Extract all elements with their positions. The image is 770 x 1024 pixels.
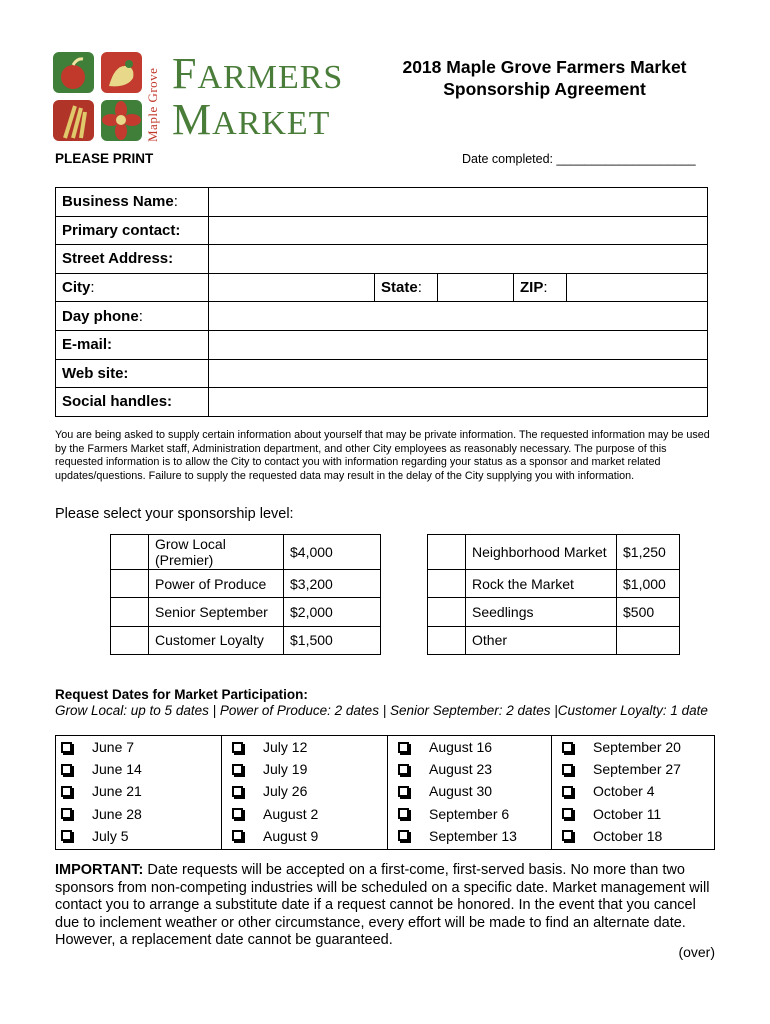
date-option[interactable]: August 30 <box>398 780 558 802</box>
checkbox-icon[interactable] <box>61 808 72 819</box>
title-line-1: 2018 Maple Grove Farmers Market <box>402 57 687 77</box>
logo-word-market: MARKET <box>172 95 331 144</box>
sponsorship-level-name: Neighborhood Market <box>466 535 617 570</box>
important-text: Date requests will be accepted on a first-come, first-served basis. No more than two sponsors from non-competing industries will be scheduled on a specific date. Market management will contact you to arrange a substitute date if a request cannot be honored. In the event that you cancel due to inclement weather or other circumstance, every effort will be made to find an alternate date. However, a replacement date cannot be guaranteed. <box>55 862 710 949</box>
sponsorship-checkbox[interactable] <box>111 535 149 570</box>
website-input[interactable] <box>209 359 708 388</box>
date-column-1 <box>56 736 226 849</box>
sponsorship-other-input[interactable] <box>617 626 680 654</box>
privacy-notice: You are being asked to supply certain information about yourself that may be private information. The requested information may be used by the Farmers Market staff, Administration department, and other City employees as reasonably necessary. The purpose of this requested information is to allow the City to contact you with information regarding your status as a sponsor and market related updates/questions. Failure to supply the requested data may result in the delay of the City supplying you with information. <box>55 429 710 482</box>
email-input[interactable] <box>209 330 708 359</box>
date-option[interactable]: August 16 <box>398 736 558 758</box>
zip-input[interactable] <box>567 273 708 302</box>
checkbox-icon[interactable] <box>398 830 409 841</box>
checkbox-icon[interactable] <box>562 786 573 797</box>
sponsorship-level-price: $2,000 <box>284 598 381 626</box>
sponsorship-row <box>111 535 381 570</box>
date-option[interactable]: September 20 <box>562 736 720 758</box>
date-option[interactable]: July 12 <box>232 736 392 758</box>
form-row-day-phone: Day phone: <box>56 302 708 331</box>
business-name-label: Business Name <box>62 193 174 211</box>
sponsorship-row <box>111 570 381 598</box>
sponsorship-level-price: $1,500 <box>284 626 381 654</box>
checkbox-icon[interactable] <box>61 764 72 775</box>
sponsorship-row <box>428 598 680 626</box>
checkbox-icon[interactable] <box>398 808 409 819</box>
date-option[interactable]: September 6 <box>398 803 558 825</box>
checkbox-icon[interactable] <box>61 786 72 797</box>
sponsorship-row <box>428 626 680 654</box>
sponsorship-checkbox[interactable] <box>111 626 149 654</box>
sponsorship-row <box>428 535 680 570</box>
wheat-icon <box>53 100 94 141</box>
logo-tiles <box>53 52 145 143</box>
business-name-input[interactable] <box>209 188 708 217</box>
contact-form <box>55 187 708 417</box>
please-print: PLEASE PRINT <box>55 151 154 166</box>
sponsorship-checkbox[interactable] <box>428 598 466 626</box>
over-indicator: (over) <box>678 944 715 960</box>
date-option[interactable]: October 11 <box>562 803 720 825</box>
sponsorship-level-name: Customer Loyalty <box>149 626 284 654</box>
checkbox-icon[interactable] <box>232 808 243 819</box>
page-title <box>372 56 717 100</box>
sponsorship-level-price: $1,000 <box>617 570 680 598</box>
state-label: State <box>381 279 418 297</box>
primary-contact-label: Primary contact: <box>62 221 181 239</box>
date-option[interactable]: September 27 <box>562 758 720 780</box>
email-label: E-mail: <box>62 336 113 354</box>
date-option[interactable]: June 14 <box>61 758 226 780</box>
checkbox-icon[interactable] <box>61 830 72 841</box>
important-notice <box>55 862 720 950</box>
checkbox-icon[interactable] <box>232 830 243 841</box>
sponsorship-level-name: Grow Local (Premier) <box>149 535 284 570</box>
checkbox-icon[interactable] <box>398 764 409 775</box>
logo-maple-grove: Maple Grove <box>145 67 160 142</box>
checkbox-icon[interactable] <box>398 742 409 753</box>
date-option[interactable]: October 18 <box>562 825 720 847</box>
request-dates-heading: Request Dates for Market Participation: <box>55 687 308 702</box>
sponsorship-checkbox[interactable] <box>111 598 149 626</box>
date-column-2 <box>221 736 392 849</box>
date-option[interactable]: October 4 <box>562 780 720 802</box>
date-option[interactable]: June 28 <box>61 803 226 825</box>
date-option[interactable]: June 7 <box>61 736 226 758</box>
date-option[interactable]: August 2 <box>232 803 392 825</box>
title-line-2: Sponsorship Agreement <box>443 79 646 99</box>
date-option[interactable]: September 13 <box>398 825 558 847</box>
form-row-city: City: State: ZIP: <box>56 273 708 302</box>
apple-icon <box>53 52 94 93</box>
checkbox-icon[interactable] <box>232 764 243 775</box>
sponsorship-row <box>111 626 381 654</box>
sponsorship-checkbox[interactable] <box>111 570 149 598</box>
date-completed-field[interactable]: Date completed: ____________________ <box>462 152 696 166</box>
checkbox-icon[interactable] <box>562 808 573 819</box>
request-dates-limits: Grow Local: up to 5 dates | Power of Produce: 2 dates | Senior September: 2 dates |Customer Loyalty: 1 date <box>55 703 708 718</box>
sponsorship-level-name: Rock the Market <box>466 570 617 598</box>
sponsorship-level-price: $3,200 <box>284 570 381 598</box>
important-label: IMPORTANT: <box>55 862 144 878</box>
form-row-street-address <box>56 245 708 274</box>
form-row-primary-contact <box>56 216 708 245</box>
date-request-grid <box>55 735 715 850</box>
day-phone-input[interactable] <box>209 302 708 331</box>
checkbox-icon[interactable] <box>61 742 72 753</box>
date-option[interactable]: August 9 <box>232 825 392 847</box>
checkbox-icon[interactable] <box>232 786 243 797</box>
date-column-4 <box>551 736 720 849</box>
street-address-input[interactable] <box>209 245 708 274</box>
state-input[interactable] <box>438 273 514 302</box>
form-row-email <box>56 330 708 359</box>
sponsorship-level-price: $4,000 <box>284 535 381 570</box>
sponsorship-table-left <box>110 534 381 655</box>
primary-contact-input[interactable] <box>209 216 708 245</box>
sponsorship-level-price: $500 <box>617 598 680 626</box>
checkbox-icon[interactable] <box>562 742 573 753</box>
city-input[interactable] <box>209 273 375 302</box>
sponsorship-checkbox[interactable] <box>428 626 466 654</box>
social-handles-label: Social handles: <box>62 393 173 411</box>
sponsorship-row <box>428 570 680 598</box>
city-label: City <box>62 279 91 297</box>
sponsorship-level-name: Senior September <box>149 598 284 626</box>
select-level-heading: Please select your sponsorship level: <box>55 506 294 522</box>
form-row-social <box>56 388 708 417</box>
street-address-label: Street Address: <box>62 250 174 268</box>
website-label: Web site: <box>62 364 129 382</box>
rooster-icon <box>101 52 142 93</box>
form-row-website <box>56 359 708 388</box>
logo-word-farmers: FARMERS <box>172 49 344 98</box>
date-option[interactable]: July 26 <box>232 780 392 802</box>
social-handles-input[interactable] <box>209 388 708 417</box>
form-row-business-name: Business Name: <box>56 188 708 217</box>
sponsorship-table-right <box>427 534 680 655</box>
sponsorship-checkbox[interactable] <box>428 535 466 570</box>
date-option[interactable]: August 23 <box>398 758 558 780</box>
logo-vertical-text <box>142 50 164 144</box>
date-column-3 <box>387 736 558 849</box>
checkbox-icon[interactable] <box>232 742 243 753</box>
flower-icon <box>101 100 142 141</box>
checkbox-icon[interactable] <box>562 830 573 841</box>
sponsorship-checkbox[interactable] <box>428 570 466 598</box>
sponsorship-row <box>111 598 381 626</box>
sponsorship-level-name: Other <box>466 626 617 654</box>
day-phone-label: Day phone <box>62 307 139 325</box>
zip-label: ZIP <box>520 279 544 297</box>
checkbox-icon[interactable] <box>398 786 409 797</box>
date-option[interactable]: July 19 <box>232 758 392 780</box>
date-option[interactable]: June 21 <box>61 780 226 802</box>
sponsorship-level-price: $1,250 <box>617 535 680 570</box>
sponsorship-level-name: Power of Produce <box>149 570 284 598</box>
sponsorship-level-name: Seedlings <box>466 598 617 626</box>
date-option[interactable]: July 5 <box>61 825 226 847</box>
checkbox-icon[interactable] <box>562 764 573 775</box>
